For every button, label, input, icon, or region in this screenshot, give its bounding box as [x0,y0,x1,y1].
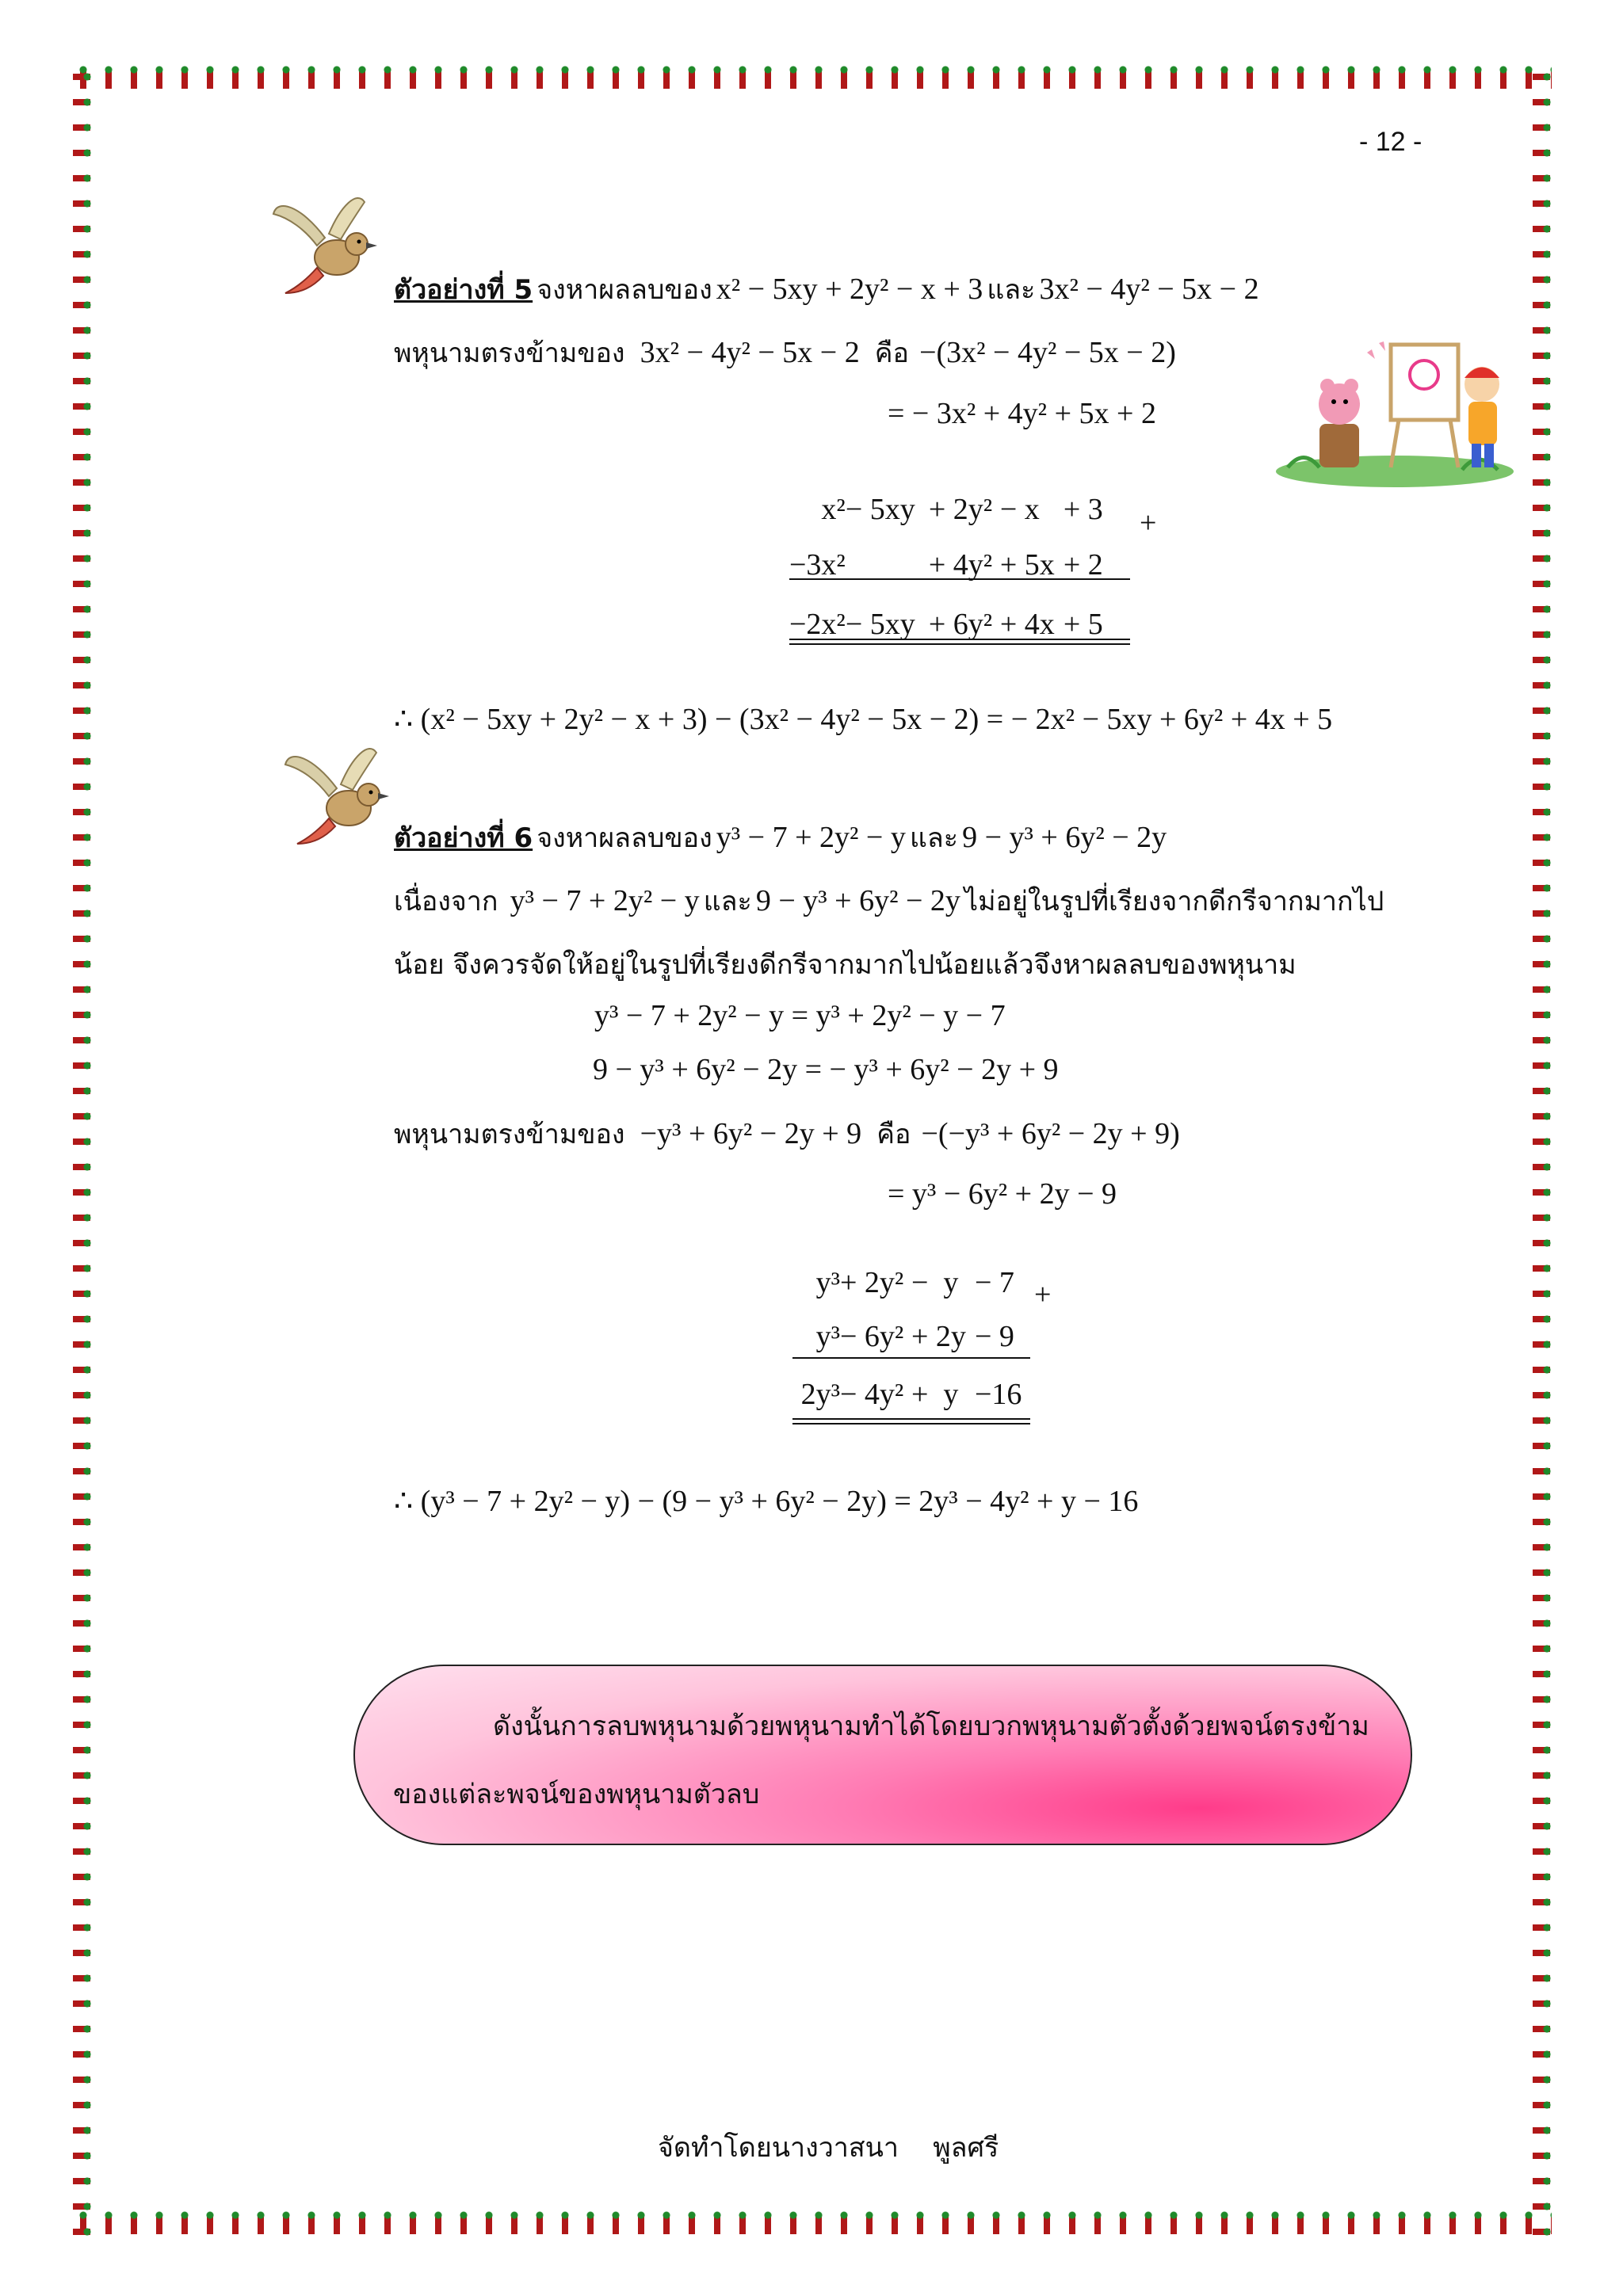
example6-double-line [792,1418,1030,1425]
column-cell: + 5 [1063,608,1103,641]
example6-rearrange1: y³ − 7 + 2y² − y = y³ + 2y² − y − 7 [594,999,1006,1032]
column-cell: − 5xy [845,493,915,526]
column-cell: − 5xy [845,608,915,641]
page-border-bottom [71,2210,1552,2237]
example6-since-line [394,879,1384,922]
example5-title: ตัวอย่างที่ 5 [394,274,533,306]
bird-icon [281,733,408,860]
example6-intro: จงหาผลลบของ [537,822,712,854]
example5-column-result [789,593,1111,656]
column-cell: y³ [815,1320,840,1353]
example5-conclusion: ∴ (x² − 5xy + 2y² − x + 3) − (3x² − 4y² − 5x − 2) = − 2x² − 5xy + 6y² + 4x + 5 [394,703,1333,736]
column-cell: + 3 [1063,493,1103,526]
example6-since: เนื่องจาก [394,886,498,917]
example6-column-row2 [792,1310,1030,1363]
example5-sum-line [789,578,1130,580]
example6-opposite-expr: −(−y³ + 6y² − 2y + 9) [921,1117,1180,1150]
column-cell [846,537,929,593]
example6-since-rest: ไม่อยู่ในรูปที่เรียงจากดีกรีจากมากไป [964,886,1384,917]
page-border-top [71,65,1552,92]
column-cell: + 2y² [928,493,993,526]
example5-column-row2 [789,537,1111,593]
column-cell: −2x² [789,608,846,641]
example6-opposite-line [394,1112,1180,1155]
example6-column-row1 [792,1256,1030,1310]
example6-opposite-of: −y³ + 6y² − 2y + 9 [640,1117,862,1150]
example6-sum-line [792,1357,1030,1359]
page-border-right [1528,65,1555,2237]
column-cell: + 2y² [840,1266,904,1299]
page-number: - 12 - [1359,127,1423,157]
example5-poly-b: 3x² − 4y² − 5x − 2 [1039,273,1259,306]
summary-box [353,1665,1412,1845]
example6-conclusion: ∴ (y³ − 7 + 2y² − y) − (9 − y³ + 6y² − 2y) = 2y³ − 4y² + y − 16 [394,1485,1139,1518]
example5-opposite-label: พหุนามตรงข้ามของ [394,338,625,369]
example6-poly-a: y³ − 7 + 2y² − y [716,821,906,854]
example6-line2: น้อย จึงควรจัดให้อยู่ในรูปที่เรียงดีกรีจากมากไปน้อยแล้วจึงหาผลลบของพหุนาม [394,949,1296,981]
column-cell: 2y³ [800,1378,840,1411]
example5-opposite-result: = − 3x² + 4y² + 5x + 2 [888,397,1156,430]
example6-since-b: 9 − y³ + 6y² − 2y [755,884,960,917]
example6-and: และ [909,822,958,854]
column-cell: + 5x [999,548,1055,582]
example5-plus-sign: + [1140,506,1157,540]
example5-column-table [789,482,1111,656]
example6-rearrange2: 9 − y³ + 6y² − 2y = − y³ + 6y² − 2y + 9 [593,1053,1059,1086]
example5-and: และ [987,274,1036,306]
summary-line2: ของแต่ละพจน์ของพหุนามตัวลบ [393,1779,760,1810]
column-cell: − 6y² [840,1320,904,1353]
column-cell: + 2 [1063,548,1103,582]
example5-column-row1 [789,482,1111,537]
column-cell: −16 [975,1378,1022,1411]
bird-icon [269,182,396,309]
column-cell: − 7 [975,1266,1014,1299]
column-cell: − y [911,1266,959,1299]
example5-poly-a: x² − 5xy + 2y² − x + 3 [716,273,983,306]
example5-intro: จงหาผลลบของ [537,274,712,306]
column-cell: − x [999,493,1040,526]
column-cell: − 9 [975,1320,1014,1353]
example6-opposite-result: = y³ − 6y² + 2y − 9 [888,1177,1117,1211]
example5-is-label: คือ [874,338,909,369]
column-cell: + 4y² [928,548,993,582]
example6-column-table [792,1256,1030,1425]
column-cell: −3x² [789,548,846,582]
example6-title: ตัวอย่างที่ 6 [394,822,533,854]
column-cell: − 4y² [840,1378,904,1411]
example6-poly-b: 9 − y³ + 6y² − 2y [962,821,1167,854]
example5-opposite-line [394,331,1176,374]
column-cell: + 2y [911,1320,966,1353]
example6-heading [394,816,1167,859]
example5-heading [394,268,1259,311]
example6-opposite-label: พหุนามตรงข้ามของ [394,1119,625,1150]
example6-since-and: และ [703,886,752,917]
example6-is-label: คือ [876,1119,911,1150]
column-cell: + 4x [999,608,1055,641]
column-cell: + 6y² [928,608,993,641]
kids-painting-illustration [1272,329,1518,487]
example6-plus-sign: + [1034,1278,1052,1311]
summary-line1: ดังนั้นการลบพหุนามด้วยพหุนามทำได้โดยบวกพหุนามตัวตั้งด้วยพจน์ตรงข้าม [493,1711,1369,1742]
example6-column-result [792,1363,1030,1425]
page-border-left [68,65,95,2237]
example5-double-line [789,639,1130,645]
example5-opposite-of: 3x² − 4y² − 5x − 2 [640,336,860,369]
example6-since-a: y³ − 7 + 2y² − y [510,884,700,917]
example5-opposite-expr: −(3x² − 4y² − 5x − 2) [919,336,1176,369]
column-cell: x² [821,493,846,526]
footer-author: จัดทำโดยนางวาสนา พูลศรี [658,2132,999,2164]
column-cell: + y [911,1378,959,1411]
column-cell: y³ [815,1266,840,1299]
